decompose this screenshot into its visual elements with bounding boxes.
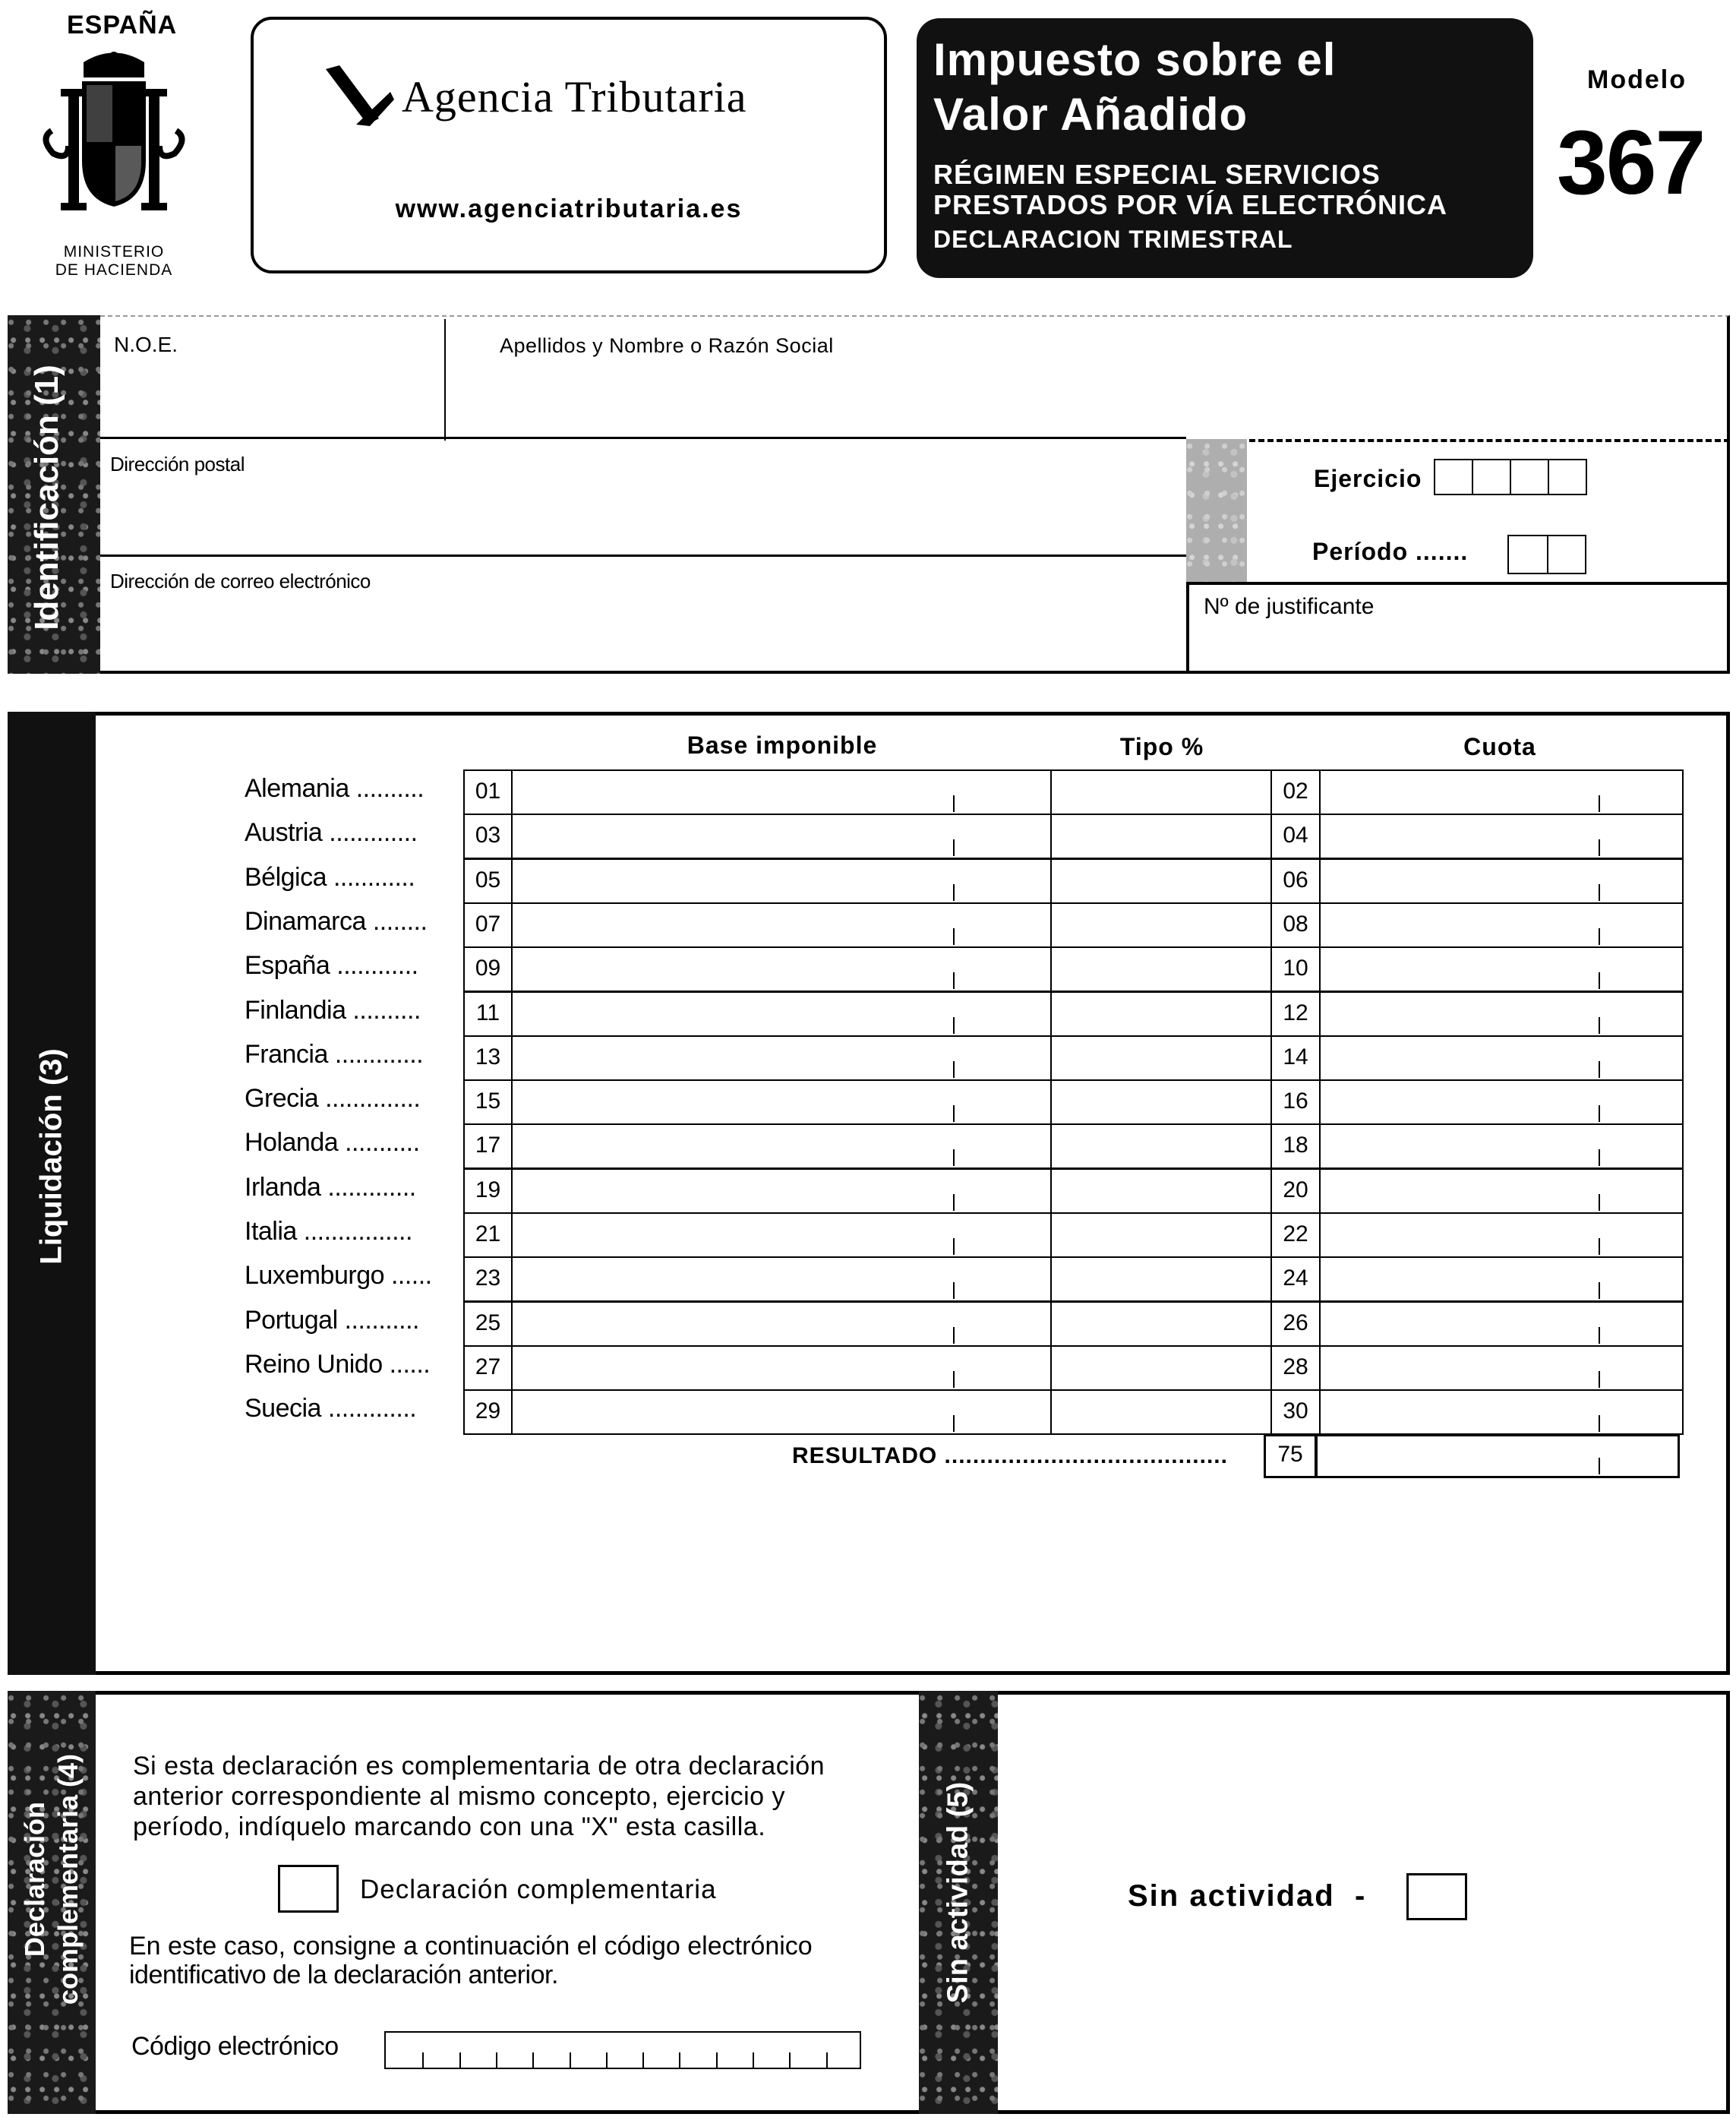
complementaria-text: Si esta declaración es complementaria de otra declaración anterior correspondiente al mismo concepto, ejercicio y período, indíquelo marcando con una "X" esta casilla. bbox=[133, 1752, 825, 1841]
agency-box bbox=[251, 17, 887, 273]
name-label: Apellidos y Nombre o Razón Social bbox=[500, 334, 834, 357]
base-imponible-input[interactable] bbox=[511, 1212, 1052, 1258]
resultado-box-number: 75 bbox=[1277, 1442, 1303, 1467]
tipo-input[interactable] bbox=[1050, 1301, 1272, 1347]
subtitle-line3: DECLARACION TRIMESTRAL bbox=[933, 226, 1293, 253]
base-box-number: 11 bbox=[475, 1000, 500, 1025]
agency-logo-icon bbox=[326, 65, 394, 126]
sin-actividad-label: Sin actividad - bbox=[1128, 1879, 1367, 1913]
col-tipo-header: Tipo % bbox=[1119, 733, 1204, 760]
country-label: Finlandia .......... bbox=[245, 996, 421, 1025]
cuota-box-number: 04 bbox=[1283, 823, 1308, 848]
tipo-input[interactable] bbox=[1050, 858, 1272, 904]
email-label: Dirección de correo electrónico bbox=[110, 570, 371, 592]
cuota-box-number: 12 bbox=[1283, 1000, 1308, 1025]
cuota-input[interactable] bbox=[1319, 814, 1684, 859]
country-label: ESPAÑA bbox=[67, 11, 178, 39]
base-imponible-input[interactable] bbox=[511, 1389, 1052, 1435]
agency-url: www.agenciatributaria.es bbox=[395, 194, 743, 223]
code-digit-separator bbox=[532, 2052, 534, 2068]
ejercicio-top-border bbox=[1249, 439, 1730, 445]
tipo-input[interactable] bbox=[1050, 1345, 1272, 1391]
complementaria-section-label: Declaración complementaria (4) bbox=[19, 1753, 84, 2005]
base-box-number: 21 bbox=[475, 1221, 501, 1247]
address-label: Dirección postal bbox=[110, 453, 245, 476]
sin-actividad-section-label: Sin actividad (5) bbox=[942, 1781, 974, 2004]
subtitle-line1: RÉGIMEN ESPECIAL SERVICIOS bbox=[933, 159, 1381, 190]
cuota-input[interactable] bbox=[1319, 858, 1684, 904]
country-label: Francia ............. bbox=[245, 1040, 424, 1069]
ejercicio-label: Ejercicio bbox=[1314, 465, 1422, 492]
base-imponible-input[interactable] bbox=[511, 1168, 1052, 1214]
periodo-label: Período ....... bbox=[1312, 538, 1469, 565]
col-base-header: Base imponible bbox=[687, 731, 878, 759]
base-imponible-input[interactable] bbox=[511, 1035, 1052, 1081]
base-box-number: 09 bbox=[475, 956, 501, 981]
tipo-input[interactable] bbox=[1050, 1212, 1272, 1258]
ministry-label: MINISTERIO DE HACIENDA bbox=[55, 243, 173, 279]
base-imponible-input[interactable] bbox=[511, 1301, 1052, 1347]
base-imponible-input[interactable] bbox=[511, 858, 1052, 904]
base-box-number: 05 bbox=[475, 867, 501, 893]
sin-actividad-checkbox[interactable] bbox=[1406, 1873, 1467, 1920]
cuota-input[interactable] bbox=[1319, 1345, 1684, 1391]
cuota-box-number: 22 bbox=[1283, 1221, 1308, 1247]
base-imponible-input[interactable] bbox=[511, 946, 1052, 992]
tipo-input[interactable] bbox=[1050, 1389, 1272, 1435]
row-divider-2 bbox=[100, 555, 1186, 557]
cuota-input[interactable] bbox=[1319, 1168, 1684, 1214]
cuota-box-number: 18 bbox=[1283, 1133, 1308, 1158]
title-line2: Valor Añadido bbox=[933, 89, 1248, 140]
base-box-number: 23 bbox=[475, 1265, 501, 1291]
code-digit-separator bbox=[459, 2052, 461, 2068]
resultado-input[interactable] bbox=[1315, 1434, 1680, 1478]
cuota-box-number: 16 bbox=[1283, 1089, 1308, 1114]
cuota-input[interactable] bbox=[1319, 1079, 1684, 1125]
base-box-number: 13 bbox=[475, 1044, 501, 1070]
modelo-number: 367 bbox=[1557, 112, 1705, 213]
complementaria-checkbox-label: Declaración complementaria bbox=[360, 1875, 717, 1904]
country-label: Italia ................ bbox=[245, 1217, 412, 1246]
code-digit-separator bbox=[496, 2052, 497, 2068]
base-box-number: 25 bbox=[475, 1310, 501, 1335]
title-box bbox=[917, 18, 1533, 278]
base-box-number: 19 bbox=[475, 1177, 501, 1202]
cuota-box-number: 28 bbox=[1283, 1354, 1308, 1379]
code-digit-separator bbox=[642, 2052, 644, 2068]
country-label: España ............ bbox=[245, 951, 418, 980]
base-box-number: 07 bbox=[475, 912, 501, 937]
cuota-box-number: 08 bbox=[1283, 912, 1308, 937]
title-line1: Impuesto sobre el bbox=[933, 34, 1337, 85]
code-digit-separator bbox=[606, 2052, 608, 2068]
periodo-input[interactable] bbox=[1507, 535, 1586, 574]
tipo-input[interactable] bbox=[1050, 1123, 1272, 1169]
cuota-input[interactable] bbox=[1319, 902, 1684, 948]
base-imponible-input[interactable] bbox=[511, 1079, 1052, 1125]
base-imponible-input[interactable] bbox=[511, 991, 1052, 1037]
code-digit-separator bbox=[789, 2052, 791, 2068]
country-label: Grecia .............. bbox=[245, 1084, 421, 1113]
code-label: Código electrónico bbox=[131, 2032, 339, 2061]
noe-divider bbox=[444, 319, 446, 441]
country-label: Suecia ............. bbox=[245, 1394, 417, 1423]
country-label: Reino Unido ...... bbox=[245, 1350, 431, 1379]
col-cuota-header: Cuota bbox=[1463, 733, 1536, 760]
base-box-number: 17 bbox=[475, 1133, 501, 1158]
row-divider-1 bbox=[100, 437, 1186, 439]
cuota-box-number: 10 bbox=[1283, 956, 1308, 981]
country-label: Luxemburgo ...... bbox=[245, 1261, 432, 1290]
base-box-number: 29 bbox=[475, 1398, 501, 1423]
country-label: Portugal ........... bbox=[245, 1306, 419, 1335]
ejercicio-input[interactable] bbox=[1434, 459, 1587, 495]
code-input[interactable] bbox=[384, 2031, 861, 2069]
cuota-input[interactable] bbox=[1319, 1035, 1684, 1081]
base-imponible-input[interactable] bbox=[511, 1123, 1052, 1169]
tipo-input[interactable] bbox=[1050, 991, 1272, 1037]
base-imponible-input[interactable] bbox=[511, 1345, 1052, 1391]
cuota-input[interactable] bbox=[1319, 991, 1684, 1037]
base-imponible-input[interactable] bbox=[511, 769, 1052, 815]
base-box-number: 01 bbox=[475, 779, 501, 804]
complementaria-checkbox[interactable] bbox=[278, 1865, 339, 1913]
country-label: Dinamarca ........ bbox=[245, 907, 428, 936]
base-box-number: 27 bbox=[475, 1354, 501, 1379]
country-label: Austria ............. bbox=[245, 818, 418, 847]
code-digit-separator bbox=[716, 2052, 718, 2068]
cuota-box-number: 14 bbox=[1283, 1044, 1308, 1070]
cuota-input[interactable] bbox=[1319, 1212, 1684, 1258]
cuota-input[interactable] bbox=[1319, 769, 1684, 815]
tipo-input[interactable] bbox=[1050, 814, 1272, 859]
country-label: Alemania .......... bbox=[245, 774, 425, 803]
cuota-input[interactable] bbox=[1319, 1301, 1684, 1347]
subtitle-line2: PRESTADOS POR VÍA ELECTRÓNICA bbox=[933, 189, 1448, 220]
base-imponible-input[interactable] bbox=[511, 814, 1052, 859]
resultado-label: RESULTADO ........................................ bbox=[792, 1443, 1228, 1468]
justificante-label: Nº de justificante bbox=[1204, 594, 1375, 619]
tipo-input[interactable] bbox=[1050, 769, 1272, 815]
tipo-input[interactable] bbox=[1050, 1079, 1272, 1125]
tipo-input[interactable] bbox=[1050, 902, 1272, 948]
cuota-box-number: 26 bbox=[1283, 1310, 1308, 1335]
code-digit-separator bbox=[753, 2052, 754, 2068]
noe-label: N.O.E. bbox=[114, 333, 178, 356]
liquidacion-section-label: Liquidación (3) bbox=[34, 1048, 68, 1265]
complementaria-text-2: En este caso, consigne a continuación el código electrónico identificativo de la declaración anterior. bbox=[129, 1932, 813, 1989]
base-imponible-input[interactable] bbox=[511, 1256, 1052, 1302]
cuota-box-number: 20 bbox=[1283, 1177, 1308, 1202]
tipo-input[interactable] bbox=[1050, 1168, 1272, 1214]
base-box-number: 15 bbox=[475, 1089, 501, 1114]
country-label: Irlanda ............. bbox=[245, 1173, 416, 1202]
base-box-number: 03 bbox=[475, 823, 501, 848]
cuota-box-number: 02 bbox=[1283, 779, 1308, 804]
country-label: Bélgica ............ bbox=[245, 863, 415, 892]
modelo-label: Modelo bbox=[1587, 65, 1687, 94]
cuota-input[interactable] bbox=[1319, 1389, 1684, 1435]
cuota-box-number: 30 bbox=[1283, 1398, 1308, 1423]
agency-name: Agencia Tributaria bbox=[402, 72, 747, 122]
tipo-input[interactable] bbox=[1050, 1256, 1272, 1302]
cuota-box-number: 24 bbox=[1283, 1265, 1308, 1291]
code-digit-separator bbox=[422, 2052, 424, 2068]
country-label: Holanda ........... bbox=[245, 1128, 420, 1157]
cuota-input[interactable] bbox=[1319, 1256, 1684, 1302]
cuota-input[interactable] bbox=[1319, 1123, 1684, 1169]
cuota-input[interactable] bbox=[1319, 946, 1684, 992]
tipo-input[interactable] bbox=[1050, 1035, 1272, 1081]
code-digit-separator bbox=[826, 2052, 828, 2068]
code-digit-separator bbox=[570, 2052, 571, 2068]
ejercicio-sidebar bbox=[1186, 439, 1247, 582]
tipo-input[interactable] bbox=[1050, 946, 1272, 992]
coat-of-arms-icon bbox=[38, 47, 190, 222]
code-digit-separator bbox=[679, 2052, 680, 2068]
cuota-box-number: 06 bbox=[1283, 867, 1308, 893]
identificacion-section-label: Identificación (1) bbox=[28, 365, 65, 630]
base-imponible-input[interactable] bbox=[511, 902, 1052, 948]
